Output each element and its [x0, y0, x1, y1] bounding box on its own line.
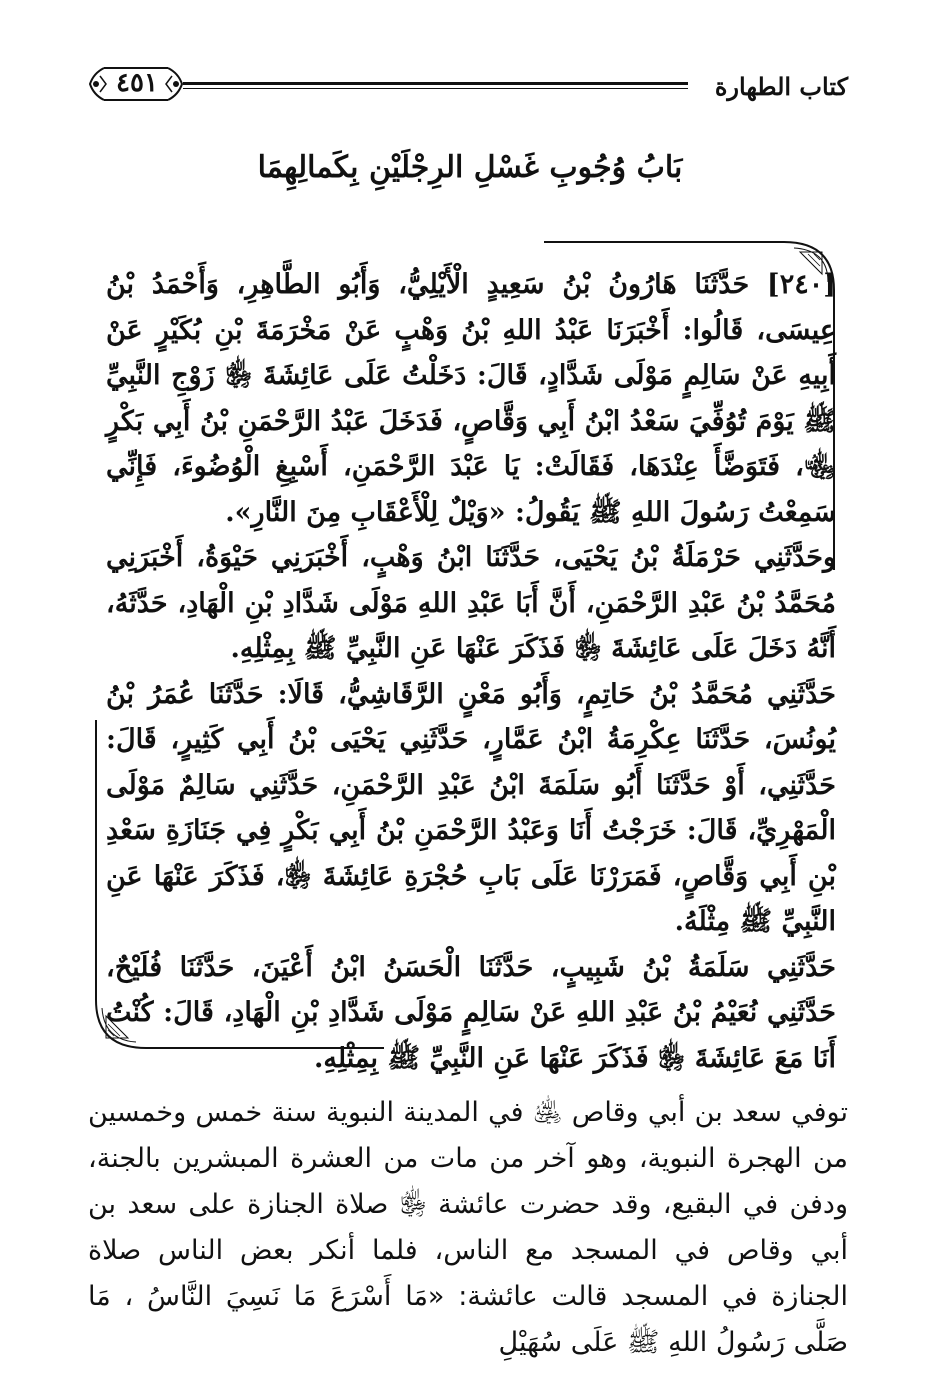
chapter-title: بَابُ وُجُوبِ غَسْلِ الرِجْلَيْنِ بِكَمالِهِمَا — [257, 150, 683, 185]
header-rule-thick — [183, 82, 688, 85]
header-rule-thin — [183, 88, 688, 89]
commentary-paragraph: توفي سعد بن أبي وقاص ﵁ في المدينة النبوية سنة خمس وخمسين من الهجرة النبوية، وهو آخر من مات من العشرة المبشرين بالجنة، ودفن في البقيع، وقد حضرت عائشة ﵂ صلاة الجنازة على سعد بن أبي وقاص في المسجد مع الناس، فلما أنكر بعض الناس صلاة الجنازة في المسجد قالت عائشة: «مَا أَسْرَعَ مَا نَسِيَ النَّاسُ ، مَا صَلَّى رَسُولُ اللهِ ﷺ عَلَى سُهَيْلِ — [88, 1097, 848, 1358]
hadith-paragraph: حَدَّثَنِي سَلَمَةُ بْنُ شَبِيبٍ، حَدَّثَنَا الْحَسَنُ ابْنُ أَعْيَنَ، حَدَّثَنَا فُلَيْحٌ، حَدَّثَنِي نُعَيْمُ بْنُ عَبْدِ اللهِ عَنْ سَالِمٍ مَوْلَى شَدَّادِ بْنِ الْهَادِ، قَالَ: كُنْتُ أَنَا مَعَ عَائِشَةَ ﵂ فَذَكَرَ عَنْهَا عَنِ النَّبِيِّ ﷺ بِمِثْلِهِ. — [106, 951, 836, 1074]
hadith-paragraph: وحَدَّثَنِي حَرْمَلَةُ بْنُ يَحْيَى، حَدَّثَنَا ابْنُ وَهْبٍ، أَخْبَرَنِي حَيْوَةُ، أَخْبَرَنِي مُحَمَّدُ بْنُ عَبْدِ الرَّحْمَنِ، أَنَّ أَبَا عَبْدِ اللهِ مَوْلَى شَدَّادِ بْنِ الْهَادِ، حَدَّثَهُ، أَنَّهُ دَخَلَ عَلَى عَائِشَةَ ﵂ فَذَكَرَ عَنْهَا عَنِ النَّبِيِّ ﷺ بِمِثْلِهِ. — [106, 542, 836, 664]
page-number-ornament — [88, 64, 184, 104]
hadith-text — [106, 262, 836, 1081]
page-number: ٤٥١ — [116, 68, 158, 98]
hadith-paragraph: حَدَّثَنِي مُحَمَّدُ بْنُ حَاتِمٍ، وَأَبُو مَعْنٍ الرَّقَاشِيُّ، قَالَا: حَدَّثَنَا عُمَرُ بْنُ يُونُسَ، حَدَّثَنَا عِكْرِمَةُ ابْنُ عَمَّارٍ، حَدَّثَنِي يَحْيَى بْنُ أَبِي كَثِيرٍ، قَالَ: حَدَّثَنِي، أَوْ حَدَّثَنَا أَبُو سَلَمَةَ ابْنُ عَبْدِ الرَّحْمَنِ، حَدَّثَنِي سَالِمٌ مَوْلَى الْمَهْرِيِّ، قَالَ: خَرَجْتُ أَنَا وَعَبْدُ الرَّحْمَنِ بْنُ أَبِي بَكْرٍ فِي جَنَازَةِ سَعْدِ بْنِ أَبِي وَقَّاصٍ، فَمَرَرْنَا عَلَى بَابِ حُجْرَةِ عَائِشَةَ ﵂، فَذَكَرَ عَنْهَا عَنِ النَّبِيِّ ﷺ مِثْلَهُ. — [106, 678, 836, 937]
running-title: كتاب الطهارة — [714, 72, 848, 101]
hadith-paragraph: [٢٤٠] حَدَّثَنَا هَارُونُ بْنُ سَعِيدٍ الْأَيْلِيُّ، وَأَبُو الطَّاهِرِ، وَأَحْمَدُ بْنُ عِيسَى، قَالُوا: أَخْبَرَنَا عَبْدُ اللهِ بْنُ وَهْبٍ عَنْ مَخْرَمَةَ بْنِ بُكَيْرٍ عَنْ أَبِيهِ عَنْ سَالِمٍ مَوْلَى شَدَّادٍ، قَالَ: دَخَلْتُ عَلَى عَائِشَةَ ﵂ زَوْجِ النَّبِيِّ ﷺ يَوْمَ تُوُفِّيَ سَعْدُ ابْنُ أَبِي وَقَّاصٍ، فَدَخَلَ عَبْدُ الرَّحْمَنِ بْنُ أَبِي بَكْرٍ ﵄، فَتَوَضَّأَ عِنْدَهَا، فَقَالَتْ: يَا عَبْدَ الرَّحْمَنِ، أَسْبِغِ الْوُضُوءَ، فَإِنِّي سَمِعْتُ رَسُولَ اللهِ ﷺ يَقُولُ: «وَيْلٌ لِلْأَعْقَابِ مِنَ النَّارِ». — [106, 269, 836, 528]
commentary-text — [88, 1090, 848, 1366]
page-header — [88, 60, 848, 110]
